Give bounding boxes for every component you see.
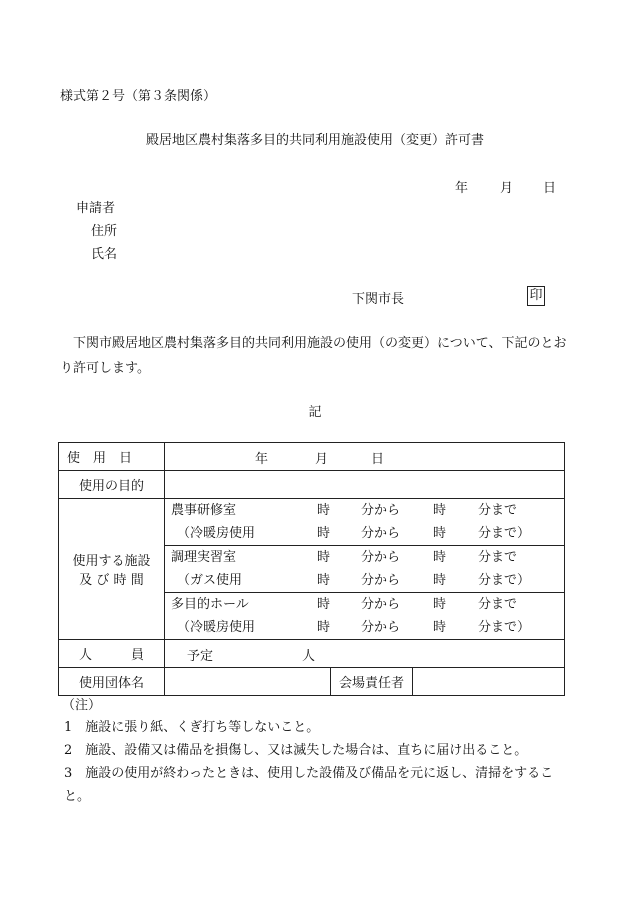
facility-line xyxy=(171,522,564,545)
facility-from: 分から xyxy=(361,597,401,612)
permit-table xyxy=(58,442,565,696)
facility-from: 分から xyxy=(361,526,401,541)
address-label: 住所 xyxy=(91,224,118,239)
facility-to: 分まで xyxy=(478,503,518,518)
facility-to: 分まで xyxy=(478,550,518,565)
facility-from: 分から xyxy=(361,503,401,518)
responsible-value xyxy=(413,668,565,696)
facility-block-2 xyxy=(165,546,565,593)
facility-name: （冷暖房使用 xyxy=(177,620,256,635)
use-date-row xyxy=(59,443,565,471)
persons-row xyxy=(59,640,565,668)
facility-hour2: 時 xyxy=(433,550,447,565)
form-number: 様式第２号（第３条関係） xyxy=(60,89,217,104)
mayor-label: 下関市長 xyxy=(352,292,405,307)
facility-block-3 xyxy=(165,593,565,640)
facility-hour: 時 xyxy=(317,620,331,635)
persons-value xyxy=(165,640,565,668)
purpose-label: 使用の目的 xyxy=(59,471,165,499)
date-month: 月 xyxy=(500,181,514,196)
facility-hour: 時 xyxy=(317,597,331,612)
facility-hour2: 時 xyxy=(433,526,447,541)
facility-from: 分から xyxy=(361,573,401,588)
group-row xyxy=(59,668,565,696)
date-year: 年 xyxy=(455,181,469,196)
use-date-label xyxy=(59,443,165,471)
use-date-label-text: 使 用 日 xyxy=(67,451,133,466)
applicant-label: 申請者 xyxy=(76,201,116,216)
permission-text: 下関市殿居地区農村集落多目的共同利用施設の使用（の変更）について、下記のとおり許可します。 xyxy=(60,336,567,376)
date-day: 日 xyxy=(543,181,557,196)
facility-to: 分まで） xyxy=(478,526,531,541)
group-value xyxy=(165,668,331,696)
facility-line xyxy=(171,546,564,569)
facility-hour: 時 xyxy=(317,526,331,541)
facility-label-line-2: 及 び 時 間 xyxy=(79,573,144,588)
facility-from: 分から xyxy=(361,620,401,635)
facility-line xyxy=(171,569,564,592)
use-date-day: 日 xyxy=(371,452,385,467)
use-date-month: 月 xyxy=(315,452,329,467)
purpose-row xyxy=(59,471,565,499)
facility-from: 分から xyxy=(361,550,401,565)
facility-hour2: 時 xyxy=(433,573,447,588)
facility-label-line-1: 使用する施設 xyxy=(72,554,151,569)
seal-mark: 印 xyxy=(527,286,545,306)
facility-to: 分まで xyxy=(478,597,518,612)
facility-hour: 時 xyxy=(317,503,331,518)
facility-hour2: 時 xyxy=(433,597,447,612)
facility-to: 分まで） xyxy=(478,620,531,635)
responsible-label: 会場責任者 xyxy=(331,668,413,696)
facility-row-1 xyxy=(59,499,565,546)
facility-name: 農事研修室 xyxy=(171,503,237,518)
note-item-3: 3 施設の使用が終わったときは、使用した設備及び備品を元に返し、清掃をすること。 xyxy=(64,766,554,804)
ki-heading: 記 xyxy=(308,405,322,420)
purpose-value xyxy=(165,471,565,499)
facility-name: （冷暖房使用 xyxy=(177,526,256,541)
facility-line xyxy=(171,616,564,639)
persons-label: 人 員 xyxy=(59,640,165,668)
facility-line xyxy=(171,499,564,522)
note-item-2: 2 施設、設備又は備品を損傷し、又は滅失した場合は、直ちに届け出ること。 xyxy=(64,743,528,758)
facility-label xyxy=(59,499,165,640)
facility-hour: 時 xyxy=(317,550,331,565)
persons-unit: 人 xyxy=(302,649,316,664)
note-item-1: 1 施設に張り紙、くぎ打ち等しないこと。 xyxy=(64,720,320,735)
facility-block-1 xyxy=(165,499,565,546)
facility-line xyxy=(171,593,564,616)
facility-hour2: 時 xyxy=(433,620,447,635)
persons-planned: 予定 xyxy=(187,649,214,664)
facility-hour: 時 xyxy=(317,573,331,588)
group-label: 使用団体名 xyxy=(59,668,165,696)
document-title: 殿居地区農村集落多目的共同利用施設使用（変更）許可書 xyxy=(145,133,484,148)
facility-name: 多目的ホール xyxy=(171,597,249,612)
facility-name: （ガス使用 xyxy=(177,573,243,588)
notes-heading: （注） xyxy=(62,698,102,713)
facility-hour2: 時 xyxy=(433,503,447,518)
name-label: 氏名 xyxy=(91,247,118,262)
facility-to: 分まで） xyxy=(478,573,531,588)
use-date-year: 年 xyxy=(255,452,269,467)
facility-name: 調理実習室 xyxy=(171,550,237,565)
use-date-value xyxy=(165,443,565,471)
